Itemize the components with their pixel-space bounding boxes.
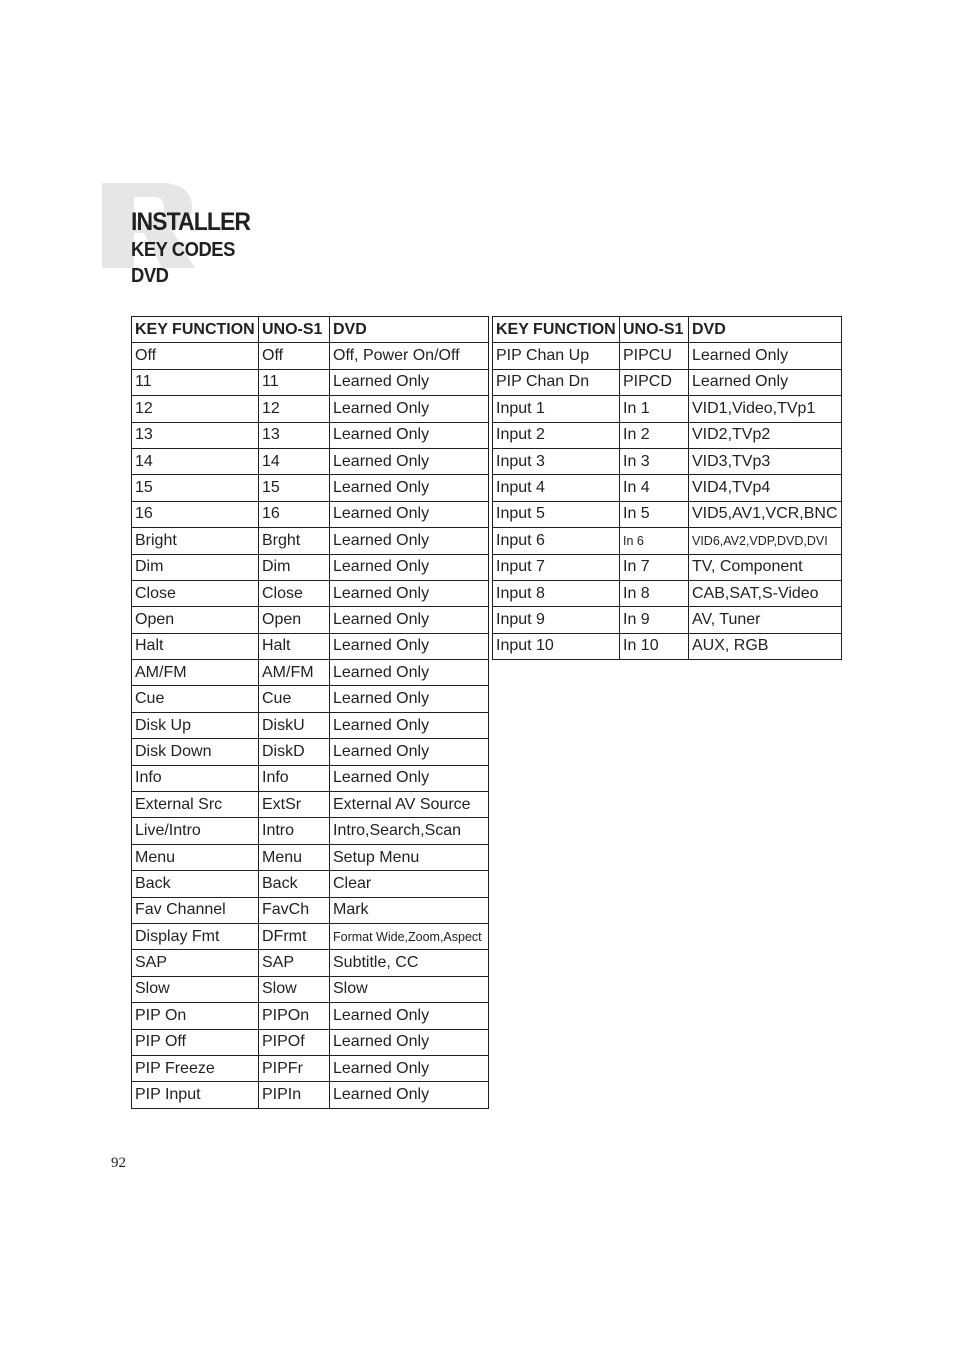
table-row xyxy=(493,633,842,659)
cell-uno-s1: In 4 xyxy=(620,475,689,501)
cell-uno-s1: 15 xyxy=(259,475,330,501)
cell-dvd: External AV Source xyxy=(330,792,489,818)
table-row xyxy=(132,607,489,633)
table-row xyxy=(132,580,489,606)
cell-dvd: Learned Only xyxy=(330,475,489,501)
cell-dvd: Learned Only xyxy=(689,369,842,395)
cell-uno-s1: Menu xyxy=(259,844,330,870)
cell-key-function: Disk Down xyxy=(132,739,259,765)
cell-dvd: TV, Component xyxy=(689,554,842,580)
cell-dvd: VID4,TVp4 xyxy=(689,475,842,501)
cell-key-function: Fav Channel xyxy=(132,897,259,923)
column-header-uno-s1: UNO-S1 xyxy=(259,317,330,343)
cell-dvd: VID1,Video,TVp1 xyxy=(689,396,842,422)
cell-uno-s1: In 8 xyxy=(620,580,689,606)
cell-key-function: Input 3 xyxy=(493,448,620,474)
table-row xyxy=(132,818,489,844)
cell-uno-s1: Dim xyxy=(259,554,330,580)
cell-uno-s1: In 6 xyxy=(620,528,689,554)
table-row xyxy=(132,1055,489,1081)
table-row xyxy=(132,739,489,765)
cell-uno-s1: In 10 xyxy=(620,633,689,659)
page-heading xyxy=(131,207,260,289)
cell-uno-s1: Slow xyxy=(259,976,330,1002)
table-row xyxy=(493,607,842,633)
cell-key-function: 16 xyxy=(132,501,259,527)
key-codes-table-left xyxy=(131,316,489,1109)
section-subtitle-device: DVD xyxy=(131,265,169,287)
cell-dvd: Learned Only xyxy=(330,1082,489,1108)
cell-dvd: Learned Only xyxy=(330,712,489,738)
table-row xyxy=(132,871,489,897)
cell-key-function: Input 10 xyxy=(493,633,620,659)
cell-dvd: CAB,SAT,S-Video xyxy=(689,580,842,606)
section-title: INSTALLER xyxy=(131,208,251,236)
cell-key-function: Live/Intro xyxy=(132,818,259,844)
cell-uno-s1: 14 xyxy=(259,448,330,474)
table-row xyxy=(493,369,842,395)
table-row xyxy=(132,422,489,448)
table-row xyxy=(493,343,842,369)
cell-uno-s1: 13 xyxy=(259,422,330,448)
table-row xyxy=(132,712,489,738)
page-number: 92 xyxy=(111,1155,126,1171)
cell-uno-s1: Brght xyxy=(259,528,330,554)
table-row xyxy=(132,369,489,395)
cell-uno-s1: Info xyxy=(259,765,330,791)
cell-uno-s1: In 7 xyxy=(620,554,689,580)
cell-key-function: PIP Freeze xyxy=(132,1055,259,1081)
cell-dvd: Mark xyxy=(330,897,489,923)
table-row xyxy=(132,448,489,474)
cell-dvd: Off, Power On/Off xyxy=(330,343,489,369)
cell-dvd: Slow xyxy=(330,976,489,1002)
table-row xyxy=(132,844,489,870)
cell-dvd: Learned Only xyxy=(330,528,489,554)
cell-uno-s1: PIPCD xyxy=(620,369,689,395)
cell-uno-s1: 16 xyxy=(259,501,330,527)
table-header-row xyxy=(493,317,842,343)
cell-key-function: Menu xyxy=(132,844,259,870)
cell-dvd: Subtitle, CC xyxy=(330,950,489,976)
cell-dvd: Learned Only xyxy=(330,633,489,659)
table-row xyxy=(132,660,489,686)
cell-uno-s1: In 3 xyxy=(620,448,689,474)
cell-uno-s1: Intro xyxy=(259,818,330,844)
table-row xyxy=(493,580,842,606)
key-codes-table-right xyxy=(492,316,842,660)
cell-uno-s1: 11 xyxy=(259,369,330,395)
cell-key-function: Input 6 xyxy=(493,528,620,554)
cell-dvd: Clear xyxy=(330,871,489,897)
cell-key-function: Display Fmt xyxy=(132,923,259,949)
table-row xyxy=(493,501,842,527)
cell-key-function: Halt xyxy=(132,633,259,659)
table-row xyxy=(132,950,489,976)
table-row xyxy=(493,448,842,474)
table-row xyxy=(132,343,489,369)
cell-key-function: External Src xyxy=(132,792,259,818)
cell-key-function: Dim xyxy=(132,554,259,580)
column-header-key-function: KEY FUNCTION xyxy=(493,317,620,343)
cell-dvd: Learned Only xyxy=(330,554,489,580)
table-row xyxy=(132,1003,489,1029)
cell-uno-s1: Cue xyxy=(259,686,330,712)
table-row xyxy=(493,422,842,448)
cell-dvd: Learned Only xyxy=(330,580,489,606)
section-subtitle-key-codes: KEY CODES xyxy=(131,239,235,261)
table-header-row xyxy=(132,317,489,343)
cell-dvd: AV, Tuner xyxy=(689,607,842,633)
cell-dvd: Setup Menu xyxy=(330,844,489,870)
cell-key-function: Input 2 xyxy=(493,422,620,448)
table-row xyxy=(132,1082,489,1108)
cell-key-function: 15 xyxy=(132,475,259,501)
cell-key-function: PIP Chan Up xyxy=(493,343,620,369)
cell-key-function: Open xyxy=(132,607,259,633)
cell-uno-s1: DFrmt xyxy=(259,923,330,949)
cell-uno-s1: Back xyxy=(259,871,330,897)
cell-dvd: Learned Only xyxy=(330,1055,489,1081)
cell-dvd: Learned Only xyxy=(330,501,489,527)
cell-key-function: 11 xyxy=(132,369,259,395)
cell-key-function: Close xyxy=(132,580,259,606)
cell-key-function: Info xyxy=(132,765,259,791)
table-row xyxy=(132,923,489,949)
cell-uno-s1: PIPIn xyxy=(259,1082,330,1108)
table-row xyxy=(132,897,489,923)
cell-key-function: Cue xyxy=(132,686,259,712)
cell-dvd: Learned Only xyxy=(330,739,489,765)
cell-key-function: Bright xyxy=(132,528,259,554)
cell-uno-s1: PIPCU xyxy=(620,343,689,369)
cell-key-function: 14 xyxy=(132,448,259,474)
cell-key-function: AM/FM xyxy=(132,660,259,686)
table-row xyxy=(132,976,489,1002)
table-row xyxy=(132,792,489,818)
table-row xyxy=(493,528,842,554)
cell-key-function: 13 xyxy=(132,422,259,448)
cell-key-function: PIP On xyxy=(132,1003,259,1029)
cell-key-function: PIP Chan Dn xyxy=(493,369,620,395)
cell-key-function: Disk Up xyxy=(132,712,259,738)
cell-dvd: Intro,Search,Scan xyxy=(330,818,489,844)
column-header-dvd: DVD xyxy=(689,317,842,343)
cell-dvd: VID3,TVp3 xyxy=(689,448,842,474)
cell-uno-s1: FavCh xyxy=(259,897,330,923)
cell-dvd: AUX, RGB xyxy=(689,633,842,659)
cell-key-function: Input 9 xyxy=(493,607,620,633)
cell-uno-s1: In 9 xyxy=(620,607,689,633)
cell-uno-s1: Open xyxy=(259,607,330,633)
cell-uno-s1: Close xyxy=(259,580,330,606)
cell-dvd: Learned Only xyxy=(330,765,489,791)
table-row xyxy=(132,528,489,554)
table-row xyxy=(132,554,489,580)
cell-uno-s1: 12 xyxy=(259,396,330,422)
cell-uno-s1: Off xyxy=(259,343,330,369)
table-row xyxy=(132,396,489,422)
cell-key-function: PIP Off xyxy=(132,1029,259,1055)
table-row xyxy=(132,475,489,501)
cell-uno-s1: PIPFr xyxy=(259,1055,330,1081)
cell-uno-s1: Halt xyxy=(259,633,330,659)
cell-key-function: Back xyxy=(132,871,259,897)
cell-uno-s1: In 2 xyxy=(620,422,689,448)
cell-key-function: Input 4 xyxy=(493,475,620,501)
cell-key-function: Input 1 xyxy=(493,396,620,422)
cell-key-function: 12 xyxy=(132,396,259,422)
cell-uno-s1: SAP xyxy=(259,950,330,976)
cell-key-function: Input 8 xyxy=(493,580,620,606)
cell-dvd: Learned Only xyxy=(330,448,489,474)
table-row xyxy=(132,686,489,712)
cell-uno-s1: PIPOn xyxy=(259,1003,330,1029)
table-row xyxy=(493,396,842,422)
cell-dvd: VID5,AV1,VCR,BNC xyxy=(689,501,842,527)
cell-dvd: Learned Only xyxy=(330,1029,489,1055)
table-row xyxy=(493,475,842,501)
cell-dvd: Learned Only xyxy=(330,660,489,686)
cell-uno-s1: In 5 xyxy=(620,501,689,527)
cell-uno-s1: DiskU xyxy=(259,712,330,738)
cell-uno-s1: ExtSr xyxy=(259,792,330,818)
cell-dvd: Learned Only xyxy=(330,422,489,448)
table-row xyxy=(132,1029,489,1055)
column-header-uno-s1: UNO-S1 xyxy=(620,317,689,343)
cell-dvd: VID2,TVp2 xyxy=(689,422,842,448)
cell-key-function: Input 5 xyxy=(493,501,620,527)
cell-key-function: Off xyxy=(132,343,259,369)
table-row xyxy=(132,501,489,527)
cell-uno-s1: DiskD xyxy=(259,739,330,765)
cell-dvd: Learned Only xyxy=(330,396,489,422)
cell-dvd: VID6,AV2,VDP,DVD,DVI xyxy=(689,528,842,554)
cell-key-function: Input 7 xyxy=(493,554,620,580)
cell-dvd: Learned Only xyxy=(689,343,842,369)
table-row xyxy=(132,765,489,791)
cell-dvd: Learned Only xyxy=(330,607,489,633)
cell-dvd: Learned Only xyxy=(330,686,489,712)
table-row xyxy=(493,554,842,580)
table-row xyxy=(132,633,489,659)
cell-dvd: Format Wide,Zoom,Aspect xyxy=(330,923,489,949)
cell-uno-s1: AM/FM xyxy=(259,660,330,686)
column-header-key-function: KEY FUNCTION xyxy=(132,317,259,343)
cell-key-function: Slow xyxy=(132,976,259,1002)
column-header-dvd: DVD xyxy=(330,317,489,343)
cell-key-function: PIP Input xyxy=(132,1082,259,1108)
cell-uno-s1: In 1 xyxy=(620,396,689,422)
cell-uno-s1: PIPOf xyxy=(259,1029,330,1055)
cell-key-function: SAP xyxy=(132,950,259,976)
cell-dvd: Learned Only xyxy=(330,369,489,395)
cell-dvd: Learned Only xyxy=(330,1003,489,1029)
